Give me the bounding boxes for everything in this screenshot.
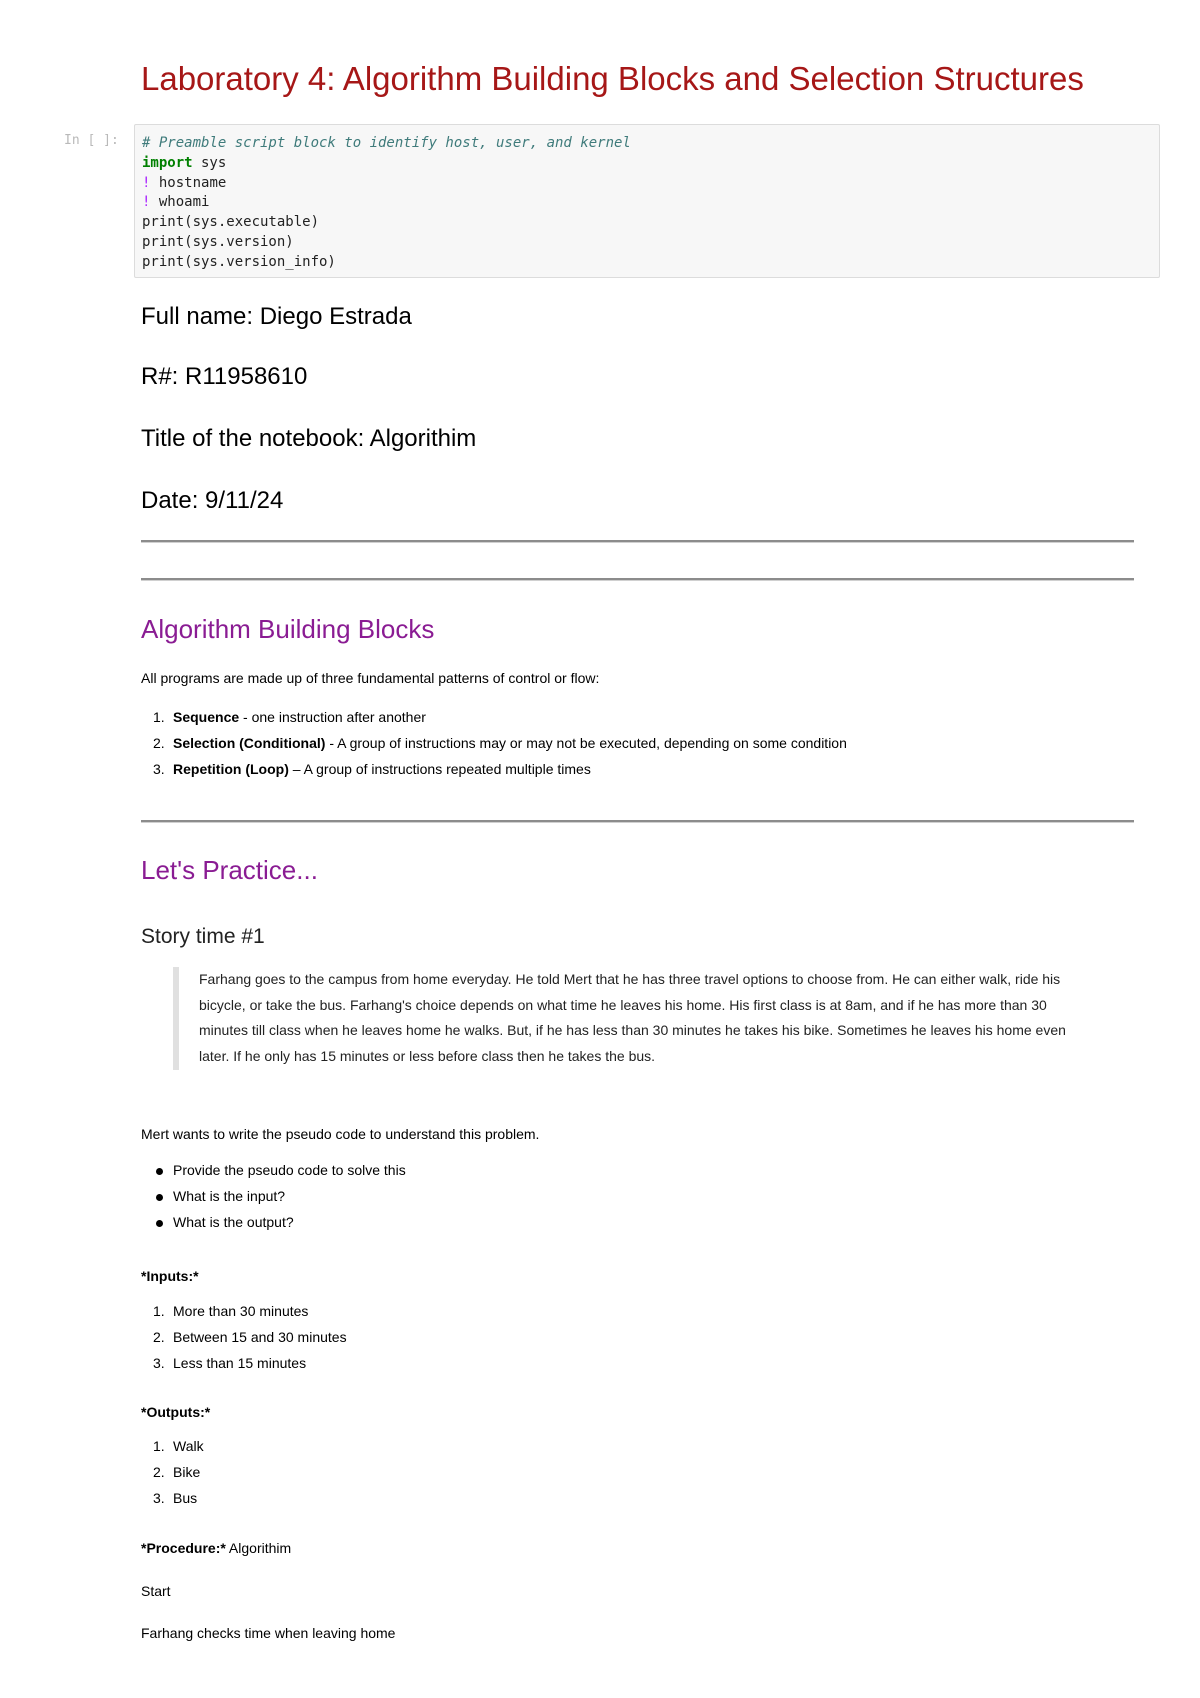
- list-item: 2. Bike: [153, 1463, 201, 1480]
- list-item: 1. More than 30 minutes: [153, 1303, 309, 1319]
- building-blocks-list: [141, 705, 847, 782]
- code-line-print-version: print(sys.version): [142, 233, 294, 250]
- list-item: 3. Bus: [153, 1489, 198, 1506]
- divider: [141, 820, 1134, 823]
- section-heading-practice: Let's Practice...: [141, 855, 318, 885]
- code-line-print-executable: print(sys.executable): [142, 214, 320, 231]
- notebook-title: Laboratory 4: Algorithm Building Blocks and Selection Structures: [141, 60, 1084, 97]
- code-line-import: [142, 154, 1152, 174]
- list-item: What is the input?: [141, 1184, 406, 1210]
- procedure-value: Algorithim: [225, 1540, 292, 1556]
- list-item: 2. Between 15 and 30 minutes: [153, 1328, 347, 1345]
- list-item: 3. Repetition (Loop) – A group of instructions repeated multiple times: [153, 760, 591, 777]
- code-line-hostname: [142, 174, 1152, 194]
- procedure-line: [141, 1540, 291, 1556]
- list-item: What is the output?: [141, 1210, 406, 1236]
- full-name: Full name: Diego Estrada: [141, 303, 412, 330]
- code-comment: # Preamble script block to identify host, user, and kernel: [142, 135, 631, 151]
- code-line-whoami: [142, 193, 1152, 213]
- code-keyword-import: import: [142, 154, 193, 171]
- code-line-comment: [142, 134, 1152, 154]
- section-heading-building-blocks: Algorithm Building Blocks: [141, 614, 435, 644]
- code-hostname: hostname: [150, 174, 227, 191]
- list-item: 1. Walk: [153, 1438, 204, 1454]
- inputs-label: *Inputs:*: [141, 1268, 199, 1284]
- shell-bang: !: [142, 194, 151, 211]
- inputs-list: [141, 1299, 347, 1376]
- code-line-print-version-info: print(sys.version_info): [142, 253, 336, 270]
- cell-prompt: In [ ]:: [64, 133, 119, 148]
- check-time-line: Farhang checks time when leaving home: [141, 1625, 396, 1641]
- shell-bang: !: [142, 174, 151, 191]
- list-item: 1. Sequence - one instruction after another: [153, 709, 426, 725]
- notebook-title-line: Title of the notebook: Algorithim: [141, 425, 477, 452]
- code-cell[interactable]: [134, 124, 1160, 278]
- outputs-label: *Outputs:*: [141, 1404, 211, 1420]
- start-line: Start: [141, 1583, 171, 1599]
- story-blockquote: [173, 967, 1093, 1070]
- story-text: Farhang goes to the campus from home everyday. He told Mert that he has three travel options to choose from. He can either walk, ride his bicycle, or take the bus. Farhang's choice depends on what time he leaves his home. His first class is at 8am, and if he has more than 30 minutes till class when he leaves home he walks. But, if he has less than 30 minutes he takes his bike. Sometimes he leaves his home even later. If he only has 15 minutes or less before class then he takes the bus.: [199, 971, 1066, 1065]
- procedure-label: *Procedure:*: [141, 1540, 226, 1556]
- divider: [141, 540, 1134, 543]
- story-heading: Story time #1: [141, 925, 265, 948]
- date: Date: 9/11/24: [141, 487, 284, 514]
- building-blocks-intro: All programs are made up of three fundamental patterns of control or flow:: [141, 670, 600, 686]
- r-number: R#: R11958610: [141, 363, 308, 390]
- list-item: Provide the pseudo code to solve this: [141, 1158, 406, 1184]
- task-list: [141, 1158, 406, 1235]
- mert-line: Mert wants to write the pseudo code to understand this problem.: [141, 1126, 540, 1142]
- list-item: 2. Selection (Conditional) - A group of instructions may or may not be executed, depending on some condition: [153, 734, 847, 751]
- divider: [141, 578, 1134, 581]
- list-item: 3. Less than 15 minutes: [153, 1354, 307, 1371]
- code-import-target: sys: [192, 154, 227, 171]
- outputs-list: [141, 1434, 204, 1511]
- code-whoami: whoami: [150, 194, 210, 211]
